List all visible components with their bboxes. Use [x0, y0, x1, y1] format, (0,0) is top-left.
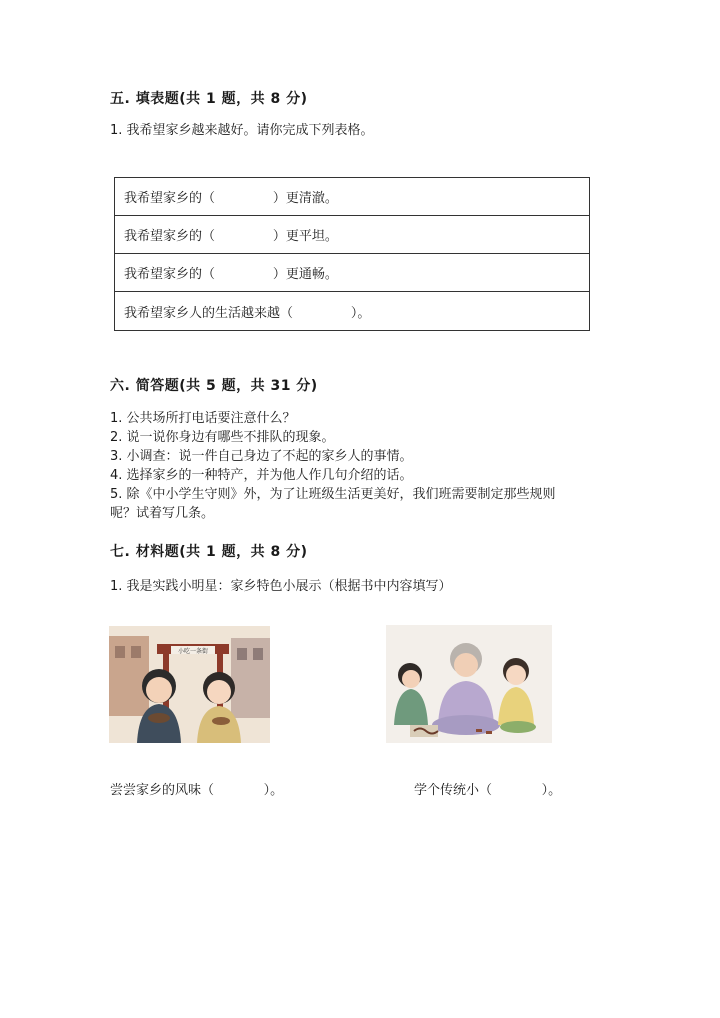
fill-table	[114, 177, 590, 331]
section-6-title: 六. 简答题(共 5 题，共 31 分)	[110, 378, 318, 394]
snack-street-illustration	[109, 626, 270, 743]
section-6-question-5: 5. 除《中小学生守则》外，为了让班级生活更美好，我们班需要制定那些规则	[110, 487, 556, 502]
section-7-title: 七. 材料题(共 1 题，共 8 分)	[110, 544, 308, 560]
section-6-question-5-cont: 呢？试着写几条。	[110, 506, 215, 521]
caption-left: 尝尝家乡的风味（ ）。	[110, 783, 284, 798]
section-5-question: 1. 我希望家乡越来越好。请你完成下列表格。	[110, 123, 374, 138]
table-row: 我希望家乡的（ ）更通畅。	[115, 254, 589, 292]
section-5-title: 五. 填表题(共 1 题，共 8 分)	[110, 91, 308, 107]
section-6-question-3: 3. 小调查：说一件自己身边了不起的家乡人的事情。	[110, 449, 413, 464]
craft-lesson-illustration	[386, 625, 552, 743]
section-7-question: 1. 我是实践小明星：家乡特色小展示（根据书中内容填写）	[110, 579, 452, 594]
table-row: 我希望家乡的（ ）更清澈。	[115, 178, 589, 216]
section-6-question-1: 1. 公共场所打电话要注意什么？	[110, 411, 296, 426]
section-6-question-2: 2. 说一说你身边有哪些不排队的现象。	[110, 430, 335, 445]
table-row: 我希望家乡的（ ）更平坦。	[115, 216, 589, 254]
section-6-question-4: 4. 选择家乡的一种特产，并为他人作几句介绍的话。	[110, 468, 413, 483]
gate-sign-text: 小吃一条街	[177, 648, 209, 655]
table-row: 我希望家乡人的生活越来越（ ）。	[124, 305, 371, 321]
caption-right: 学个传统小（ ）。	[414, 783, 562, 798]
